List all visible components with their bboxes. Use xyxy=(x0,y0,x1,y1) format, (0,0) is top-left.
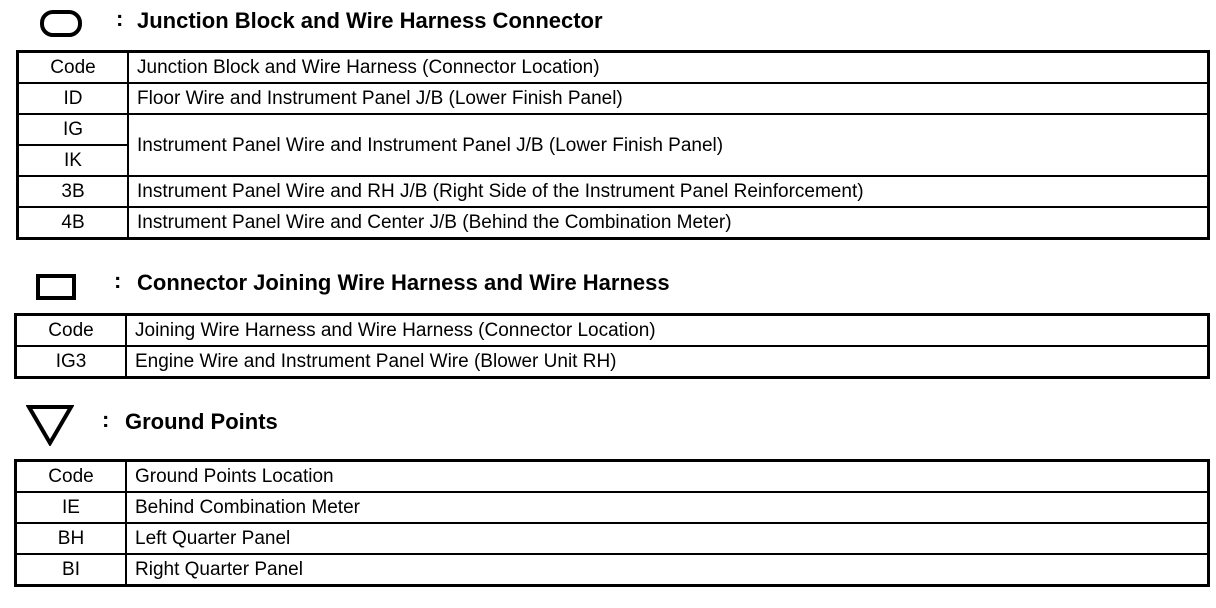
location-cell: Instrument Panel Wire and Instrument Panel J/B (Lower Finish Panel) xyxy=(128,114,1209,176)
location-cell: Left Quarter Panel xyxy=(126,523,1209,554)
code-cell: BI xyxy=(16,554,127,586)
table-row xyxy=(16,523,1209,554)
table-row xyxy=(18,176,1209,207)
code-cell: IG3 xyxy=(16,346,127,378)
table-header-row xyxy=(18,52,1209,84)
location-cell: Right Quarter Panel xyxy=(126,554,1209,586)
column-header-location: Ground Points Location xyxy=(126,461,1209,493)
code-cell: 3B xyxy=(18,176,129,207)
location-cell: Instrument Panel Wire and RH J/B (Right Side of the Instrument Panel Reinforcement) xyxy=(128,176,1209,207)
column-header-location: Joining Wire Harness and Wire Harness (Connector Location) xyxy=(126,315,1209,347)
code-cell: IK xyxy=(18,145,129,176)
column-header-location: Junction Block and Wire Harness (Connector Location) xyxy=(128,52,1209,84)
table-header-row xyxy=(16,461,1209,493)
location-cell: Instrument Panel Wire and Center J/B (Behind the Combination Meter) xyxy=(128,207,1209,239)
table-header-row xyxy=(16,315,1209,347)
table-row xyxy=(18,114,1209,145)
section-title: Ground Points xyxy=(125,409,278,434)
location-cell: Floor Wire and Instrument Panel J/B (Lower Finish Panel) xyxy=(128,83,1209,114)
connector-joining-table xyxy=(14,313,1210,379)
section-colon: : xyxy=(102,407,110,432)
location-cell: Behind Combination Meter xyxy=(126,492,1209,523)
table-row xyxy=(16,346,1209,378)
junction-block-table xyxy=(16,50,1210,240)
table-row xyxy=(16,554,1209,586)
ground-points-table xyxy=(14,459,1210,587)
code-cell: ID xyxy=(18,83,129,114)
table-row xyxy=(18,83,1209,114)
section-colon: : xyxy=(116,6,124,31)
code-cell: IE xyxy=(16,492,127,523)
column-header-code: Code xyxy=(16,315,127,347)
code-cell: BH xyxy=(16,523,127,554)
section-title: Junction Block and Wire Harness Connector xyxy=(137,8,603,33)
table-row xyxy=(16,492,1209,523)
table-row xyxy=(18,207,1209,239)
code-cell: 4B xyxy=(18,207,129,239)
column-header-code: Code xyxy=(18,52,129,84)
section-title: Connector Joining Wire Harness and Wire Harness xyxy=(137,270,670,295)
location-cell: Engine Wire and Instrument Panel Wire (Blower Unit RH) xyxy=(126,346,1209,378)
code-cell: IG xyxy=(18,114,129,145)
section-colon: : xyxy=(114,268,122,293)
column-header-code: Code xyxy=(16,461,127,493)
